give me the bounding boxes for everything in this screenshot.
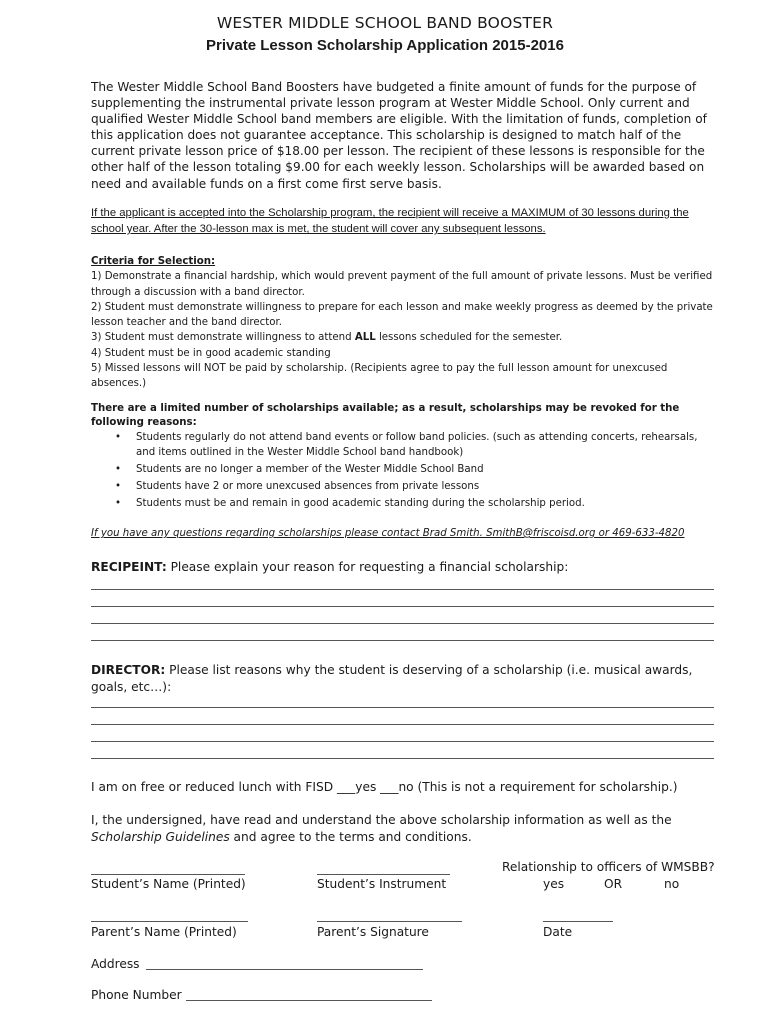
bullet-icon: • (115, 497, 122, 509)
agreement-tail: and agree to the terms and conditions. (229, 829, 472, 844)
criteria-item-3-text: 3) Student must demonstrate willingness to attend (91, 332, 355, 344)
guidelines-reference: Scholarship Guidelines (91, 829, 230, 844)
recipient-answer-line-1[interactable] (91, 589, 714, 590)
relationship-question: Relationship to officers of WMSBB? (502, 860, 715, 874)
student-name-line[interactable] (91, 874, 245, 875)
list-item (91, 479, 716, 494)
intro-paragraph: The Wester Middle School Band Boosters have budgeted a finite amount of funds for the purpose of supplementing the instrumental private lesson program at Wester Middle School. Only current and qualified Wester Middle School band members are eligible. With the limitation of funds, completion of this application does not guarantee acceptance. This scholarship is designed to match half of the current private lesson price of $18.00 per lesson. The recipient of these lessons is responsible for the other half of the lesson totaling $9.00 for each weekly lesson. Scholarships will be awarded based on need and available funds on a first come first serve basis. (91, 80, 707, 191)
list-item (91, 496, 716, 511)
director-prompt-text: Please list reasons why the student is deserving of a scholarship (i.e. musical awards, goals, etc…): (91, 663, 693, 694)
list-item-text: Students are no longer a member of the Wester Middle School Band (136, 464, 484, 476)
recipient-answer-line-4[interactable] (91, 640, 714, 641)
phone-label: Phone Number (91, 988, 182, 1002)
list-item-text: Students have 2 or more unexcused absences from private lessons (136, 480, 480, 492)
parent-name-label: Parent’s Name (Printed) (91, 925, 237, 939)
student-instrument-label: Student’s Instrument (317, 877, 447, 891)
agreement-text: I, the undersigned, have read and understand the above scholarship information as well as the (91, 813, 672, 827)
accepted-notice: If the applicant is accepted into the Scholarship program, the recipient will receive a MAXIMUM of 30 lessons during the school year. After the 30-lesson max is met, the student will cover any subsequent lessons. (91, 207, 689, 235)
contact-info: If you have any questions regarding scholarships please contact Brad Smith. SmithB@friscoisd.org or 469-633-4820 (91, 528, 685, 539)
parent-name-line[interactable] (91, 921, 248, 922)
criteria-section (91, 254, 716, 392)
student-name-label: Student’s Name (Printed) (91, 877, 246, 891)
criteria-title: Criteria for Selection: (91, 256, 216, 267)
recipient-prompt (91, 559, 721, 576)
director-answer-line-1[interactable] (91, 707, 714, 708)
list-item (91, 430, 716, 461)
list-item-text: Students regularly do not attend band events or follow band policies. (such as attending concerts, rehearsals, and items outlined in the Wester Middle School band handbook) (136, 432, 698, 459)
recipient-prompt-text: Please explain your reason for requesting a financial scholarship: (166, 560, 569, 574)
list-item-text: Students must be and remain in good academic standing during the scholarship period. (136, 497, 585, 509)
relationship-no-option[interactable]: no (664, 877, 680, 891)
director-answer-line-4[interactable] (91, 758, 714, 759)
criteria-item-4: 4) Student must be in good academic standing (91, 347, 331, 359)
recipient-label: RECIPEINT: (91, 560, 167, 574)
parent-signature-line[interactable] (317, 921, 462, 922)
org-title: WESTER MIDDLE SCHOOL BAND BOOSTER (216, 14, 554, 32)
director-prompt (91, 662, 721, 695)
list-item (91, 462, 716, 477)
agreement-statement (91, 812, 721, 845)
director-answer-line-2[interactable] (91, 724, 714, 725)
criteria-item-3-emphasis: ALL (354, 332, 376, 344)
student-instrument-line[interactable] (317, 874, 450, 875)
address-label: Address (91, 957, 140, 971)
form-title: Private Lesson Scholarship Application 2015-2016 (206, 37, 564, 54)
revocation-list (91, 430, 716, 512)
bullet-icon: • (115, 464, 122, 476)
parent-signature-label: Parent’s Signature (317, 925, 429, 939)
bullet-icon: • (115, 480, 122, 492)
relationship-yes-option[interactable]: yes (543, 877, 565, 891)
criteria-item-5: 5) Missed lessons will NOT be paid by scholarship. (Recipients agree to pay the full lesson amount for unexcused absences.) (91, 363, 668, 390)
criteria-item-2: 2) Student must demonstrate willingness to prepare for each lesson and make weekly progress as deemed by the private lesson teacher and the band director. (91, 301, 713, 329)
recipient-answer-line-3[interactable] (91, 623, 714, 624)
phone-line[interactable] (186, 1000, 432, 1001)
criteria-item-3 (91, 330, 716, 345)
recipient-answer-line-2[interactable] (91, 606, 714, 607)
date-label: Date (543, 925, 573, 939)
revocation-heading: There are a limited number of scholarships available; as a result, scholarships may be revoked for the following reasons: (91, 403, 680, 428)
lunch-statement: I am on free or reduced lunch with FISD ___yes ___no (This is not a requirement for scholarship.) (91, 780, 678, 794)
criteria-item-1: 1) Demonstrate a financial hardship, which would prevent payment of the full amount of private lessons. Must be verified through a discussion with a band director. (91, 271, 713, 298)
director-label: DIRECTOR: (91, 663, 166, 677)
criteria-item-3-tail: lessons scheduled for the semester. (375, 332, 563, 344)
relationship-or: OR (604, 877, 623, 891)
address-line[interactable] (146, 969, 423, 970)
date-line[interactable] (543, 921, 613, 922)
director-answer-line-3[interactable] (91, 741, 714, 742)
bullet-icon: • (115, 432, 122, 443)
